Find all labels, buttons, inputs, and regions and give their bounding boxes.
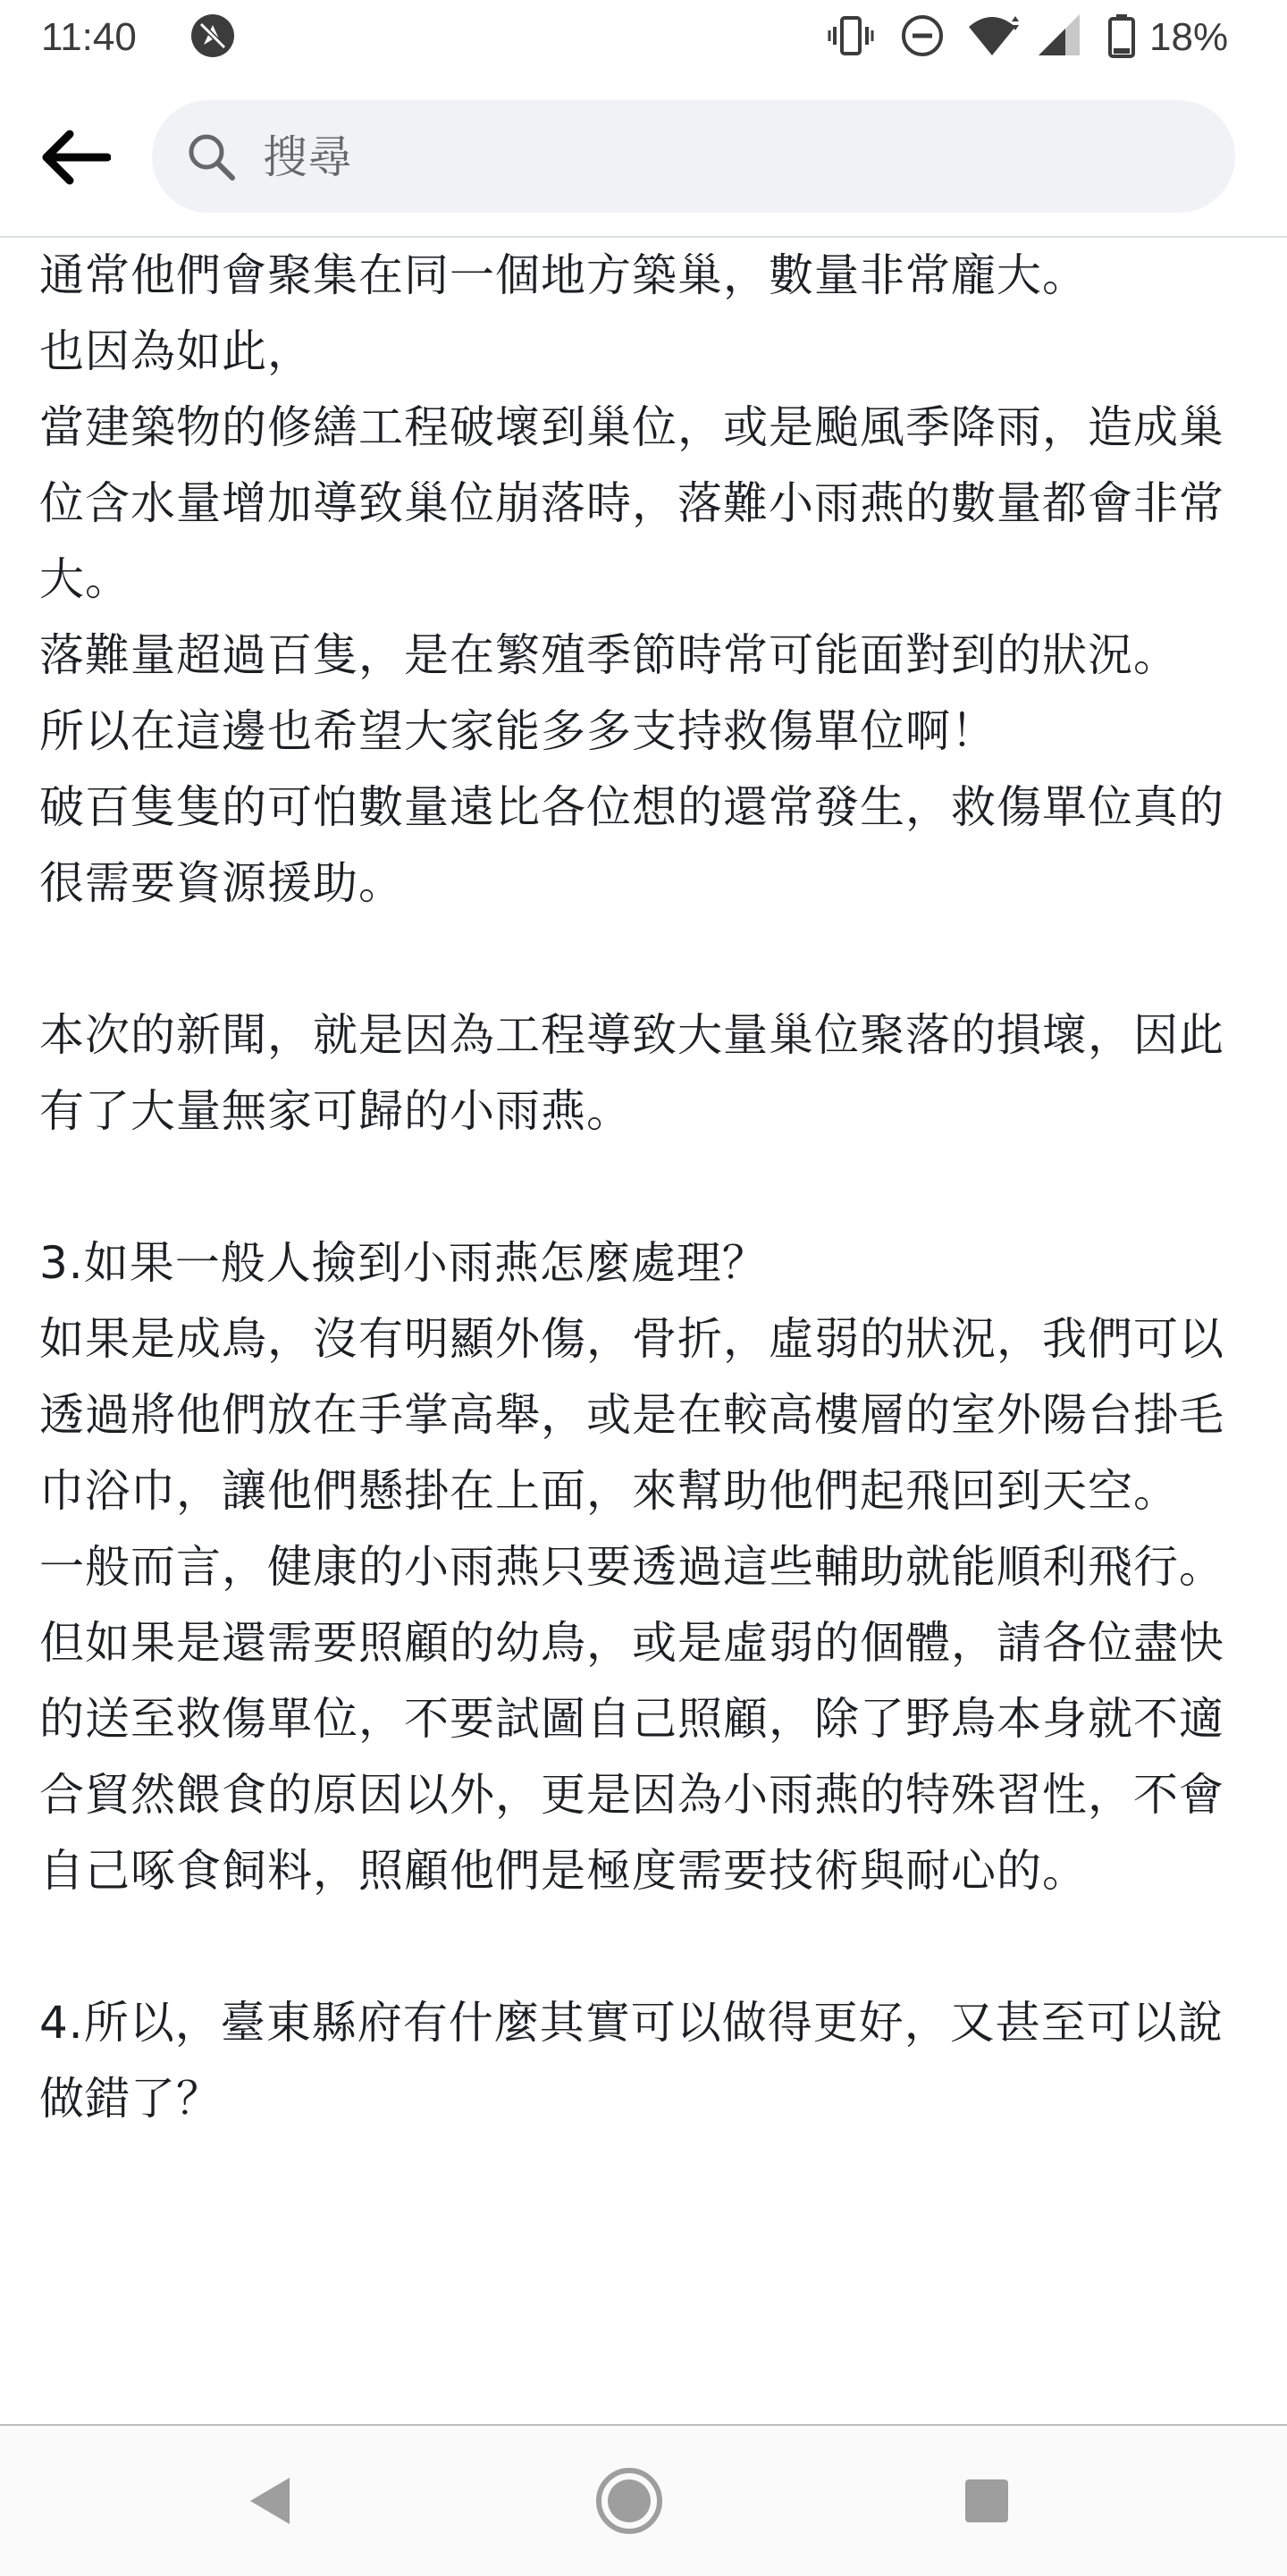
do-not-disturb-icon xyxy=(897,11,947,61)
cellular-signal-icon xyxy=(1035,11,1085,61)
back-arrow-icon xyxy=(39,129,111,186)
post-paragraph: 所以在這邊也希望大家能多多支持救傷單位啊！ xyxy=(39,705,997,757)
paragraph-spacer xyxy=(39,1149,1255,1225)
search-input[interactable] xyxy=(261,116,1194,198)
post-paragraph: 當建築物的修繕工程破壞到巢位，或是颱風季降雨，造成巢位含水量增加導致巢位崩落時，落難小雨燕的數量都會非常大。 xyxy=(39,401,1224,605)
recents-square-icon xyxy=(960,2474,1014,2528)
back-triangle-icon xyxy=(243,2472,297,2530)
back-button[interactable] xyxy=(30,113,120,202)
home-circle-icon xyxy=(593,2465,665,2537)
nav-back-button[interactable] xyxy=(234,2465,306,2537)
search-header xyxy=(0,77,1287,238)
post-paragraph: 破百隻隻的可怕數量遠比各位想的還常發生，救傷單位真的很需要資源援助。 xyxy=(39,781,1224,909)
paragraph-spacer xyxy=(39,922,1255,998)
post-paragraph: 通常他們會聚集在同一個地方築巢，數量非常龐大。 xyxy=(39,249,1088,301)
post-body xyxy=(39,238,1255,2419)
wifi-icon xyxy=(965,11,1022,61)
battery-icon xyxy=(1106,11,1137,61)
post-paragraph: 一般而言，健康的小雨燕只要透過這些輔助就能順利飛行。 xyxy=(39,1541,1224,1593)
status-bar xyxy=(0,0,1287,77)
post-paragraph: 如果是成鳥，沒有明顯外傷，骨折，虛弱的狀況，我們可以透過將他們放在手掌高舉，或是在較高樓層的室外陽台掛毛巾浴巾，讓他們懸掛在上面，來幫助他們起飛回到天空。 xyxy=(39,1313,1224,1517)
vibrate-icon xyxy=(828,11,874,61)
paragraph-spacer xyxy=(39,1909,1255,1985)
system-nav-bar xyxy=(0,2424,1287,2576)
post-paragraph: 但如果是還需要照顧的幼鳥，或是虛弱的個體，請各位盡快的送至救傷單位，不要試圖自己照顧，除了野鳥本身就不適合貿然餵食的原因以外，更是因為小雨燕的特殊習性，不會自己啄食飼料，照顧他們是極度需要技術與耐心的。 xyxy=(39,1617,1224,1897)
status-time: 11:40 xyxy=(41,15,137,59)
post-paragraph: 落難量超過百隻，是在繁殖季節時常可能面對到的狀況。 xyxy=(39,629,1179,681)
navigation-off-icon xyxy=(188,11,238,61)
battery-percent: 18% xyxy=(1149,15,1229,59)
post-paragraph: 也因為如此， xyxy=(39,325,313,377)
nav-recents-button[interactable] xyxy=(951,2465,1022,2537)
post-paragraph: 本次的新聞，就是因為工程導致大量巢位聚落的損壞，因此有了大量無家可歸的小雨燕。 xyxy=(39,1009,1224,1137)
section-heading-4: 4.所以，臺東縣府有什麼其實可以做得更好，又甚至可以說做錯了？ xyxy=(39,1997,1224,2125)
section-heading-3: 3.如果一般人撿到小雨燕怎麼處理？ xyxy=(39,1237,768,1289)
nav-home-button[interactable] xyxy=(593,2465,665,2537)
search-box[interactable] xyxy=(152,100,1235,213)
search-icon xyxy=(184,130,238,183)
